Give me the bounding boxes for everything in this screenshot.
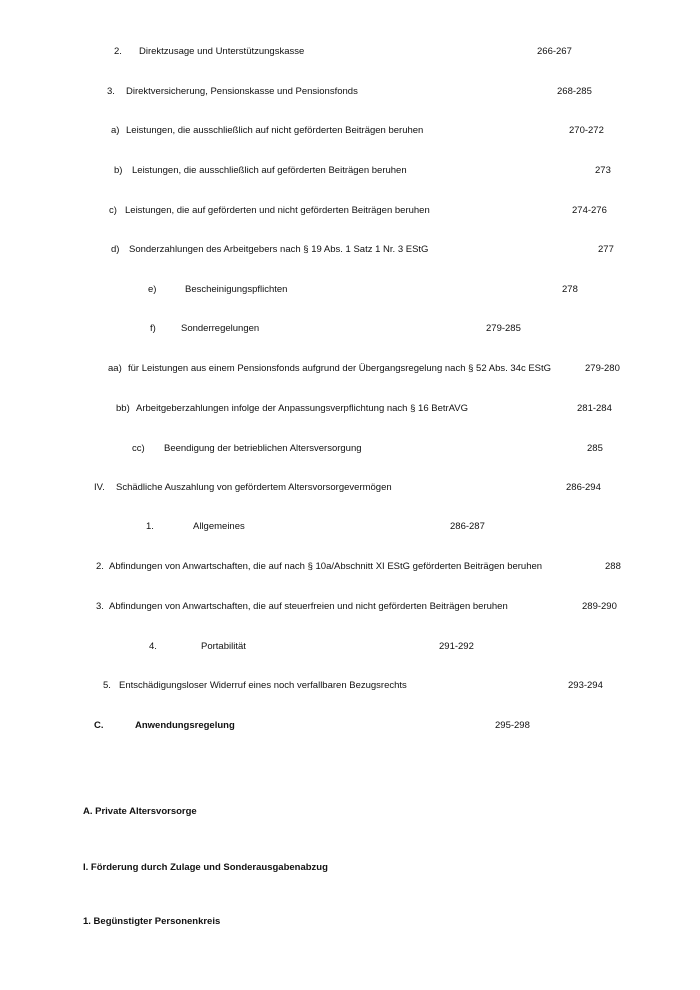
toc-page-range: 277 <box>598 244 614 255</box>
toc-number: e) <box>148 284 157 295</box>
toc-page-range: 273 <box>595 165 611 176</box>
toc-entry-text: Direktversicherung, Pensionskasse und Pensionsfonds <box>126 86 358 97</box>
toc-page-range: 268-285 <box>557 86 592 97</box>
toc-entry-text: Beendigung der betrieblichen Altersversorgung <box>164 443 362 454</box>
toc-page-range: 286-294 <box>566 482 601 493</box>
toc-entry-text: Portabilität <box>201 641 246 652</box>
toc-page-range: 293-294 <box>568 680 603 691</box>
toc-entry-text: Leistungen, die auf geförderten und nicht geförderten Beiträgen beruhen <box>125 205 430 216</box>
toc-number: b) <box>114 165 123 176</box>
toc-number: d) <box>111 244 120 255</box>
toc-number: a) <box>111 125 120 136</box>
toc-entry-text: für Leistungen aus einem Pensionsfonds aufgrund der Übergangsregelung nach § 52 Abs. 34c EStG <box>128 363 552 374</box>
toc-entry-text: Leistungen, die ausschließlich auf nicht geförderten Beiträgen beruhen <box>126 125 424 136</box>
toc-number: 2. <box>114 46 122 57</box>
toc-number: cc) <box>132 443 145 454</box>
toc-entry-text: Sonderregelungen <box>181 323 260 334</box>
toc-entry-text: Leistungen, die ausschließlich auf geförderten Beiträgen beruhen <box>132 165 407 176</box>
toc-page-range: 279-285 <box>486 323 521 334</box>
toc-entry-text: Direktzusage und Unterstützungskasse <box>139 46 305 57</box>
toc-number: aa) <box>108 363 122 374</box>
toc-page-range: 274-276 <box>572 205 607 216</box>
toc-page-range: 288 <box>605 561 621 572</box>
toc-page-range: 291-292 <box>439 641 474 652</box>
toc-number: 4. <box>149 641 157 652</box>
toc-entry-text: Arbeitgeberzahlungen infolge der Anpassungsverpflichtung nach § 16 BetrAVG <box>136 403 469 414</box>
toc-number: 3. <box>96 601 104 612</box>
toc-page-range: 289-290 <box>582 601 617 612</box>
toc-entry-text: Entschädigungsloser Widerruf eines noch verfallbaren Bezugsrechts <box>119 680 407 691</box>
toc-page-range: 281-284 <box>577 403 612 414</box>
heading-subsection: I. Förderung durch Zulage und Sonderausgabenabzug <box>83 862 328 873</box>
toc-page-range: 278 <box>562 284 578 295</box>
toc-number: c) <box>109 205 117 216</box>
toc-entry-text: Abfindungen von Anwartschaften, die auf nach § 10a/Abschnitt XI EStG geförderten Beiträgen beruhen <box>109 561 543 572</box>
toc-entry-text: Sonderzahlungen des Arbeitgebers nach § 19 Abs. 1 Satz 1 Nr. 3 EStG <box>129 244 429 255</box>
toc-page-range: 270-272 <box>569 125 604 136</box>
toc-entry-text: Abfindungen von Anwartschaften, die auf steuerfreien und nicht geförderten Beiträgen beruhen <box>109 601 508 612</box>
toc-page-range: 286-287 <box>450 521 485 532</box>
toc-number: IV. <box>94 482 105 493</box>
toc-entry-text: Schädliche Auszahlung von gefördertem Altersvorsorgevermögen <box>116 482 392 493</box>
toc-number: bb) <box>116 403 130 414</box>
toc-number: 1. <box>146 521 154 532</box>
toc-section-number: C. <box>94 720 104 731</box>
toc-number: 5. <box>103 680 111 691</box>
toc-page-range: 279-280 <box>585 363 620 374</box>
toc-page-range: 285 <box>587 443 603 454</box>
toc-section-title: Anwendungsregelung <box>135 720 235 731</box>
toc-entry-text: Allgemeines <box>193 521 245 532</box>
toc-number: 3. <box>107 86 115 97</box>
toc-page-range: 295-298 <box>495 720 530 731</box>
heading-subsubsection: 1. Begünstigter Personenkreis <box>83 916 221 927</box>
toc-number: 2. <box>96 561 104 572</box>
toc-entry-text: Bescheinigungspflichten <box>185 284 288 295</box>
toc-page-range: 266-267 <box>537 46 572 57</box>
toc-number: f) <box>150 323 156 334</box>
heading-section: A. Private Altersvorsorge <box>83 806 197 817</box>
